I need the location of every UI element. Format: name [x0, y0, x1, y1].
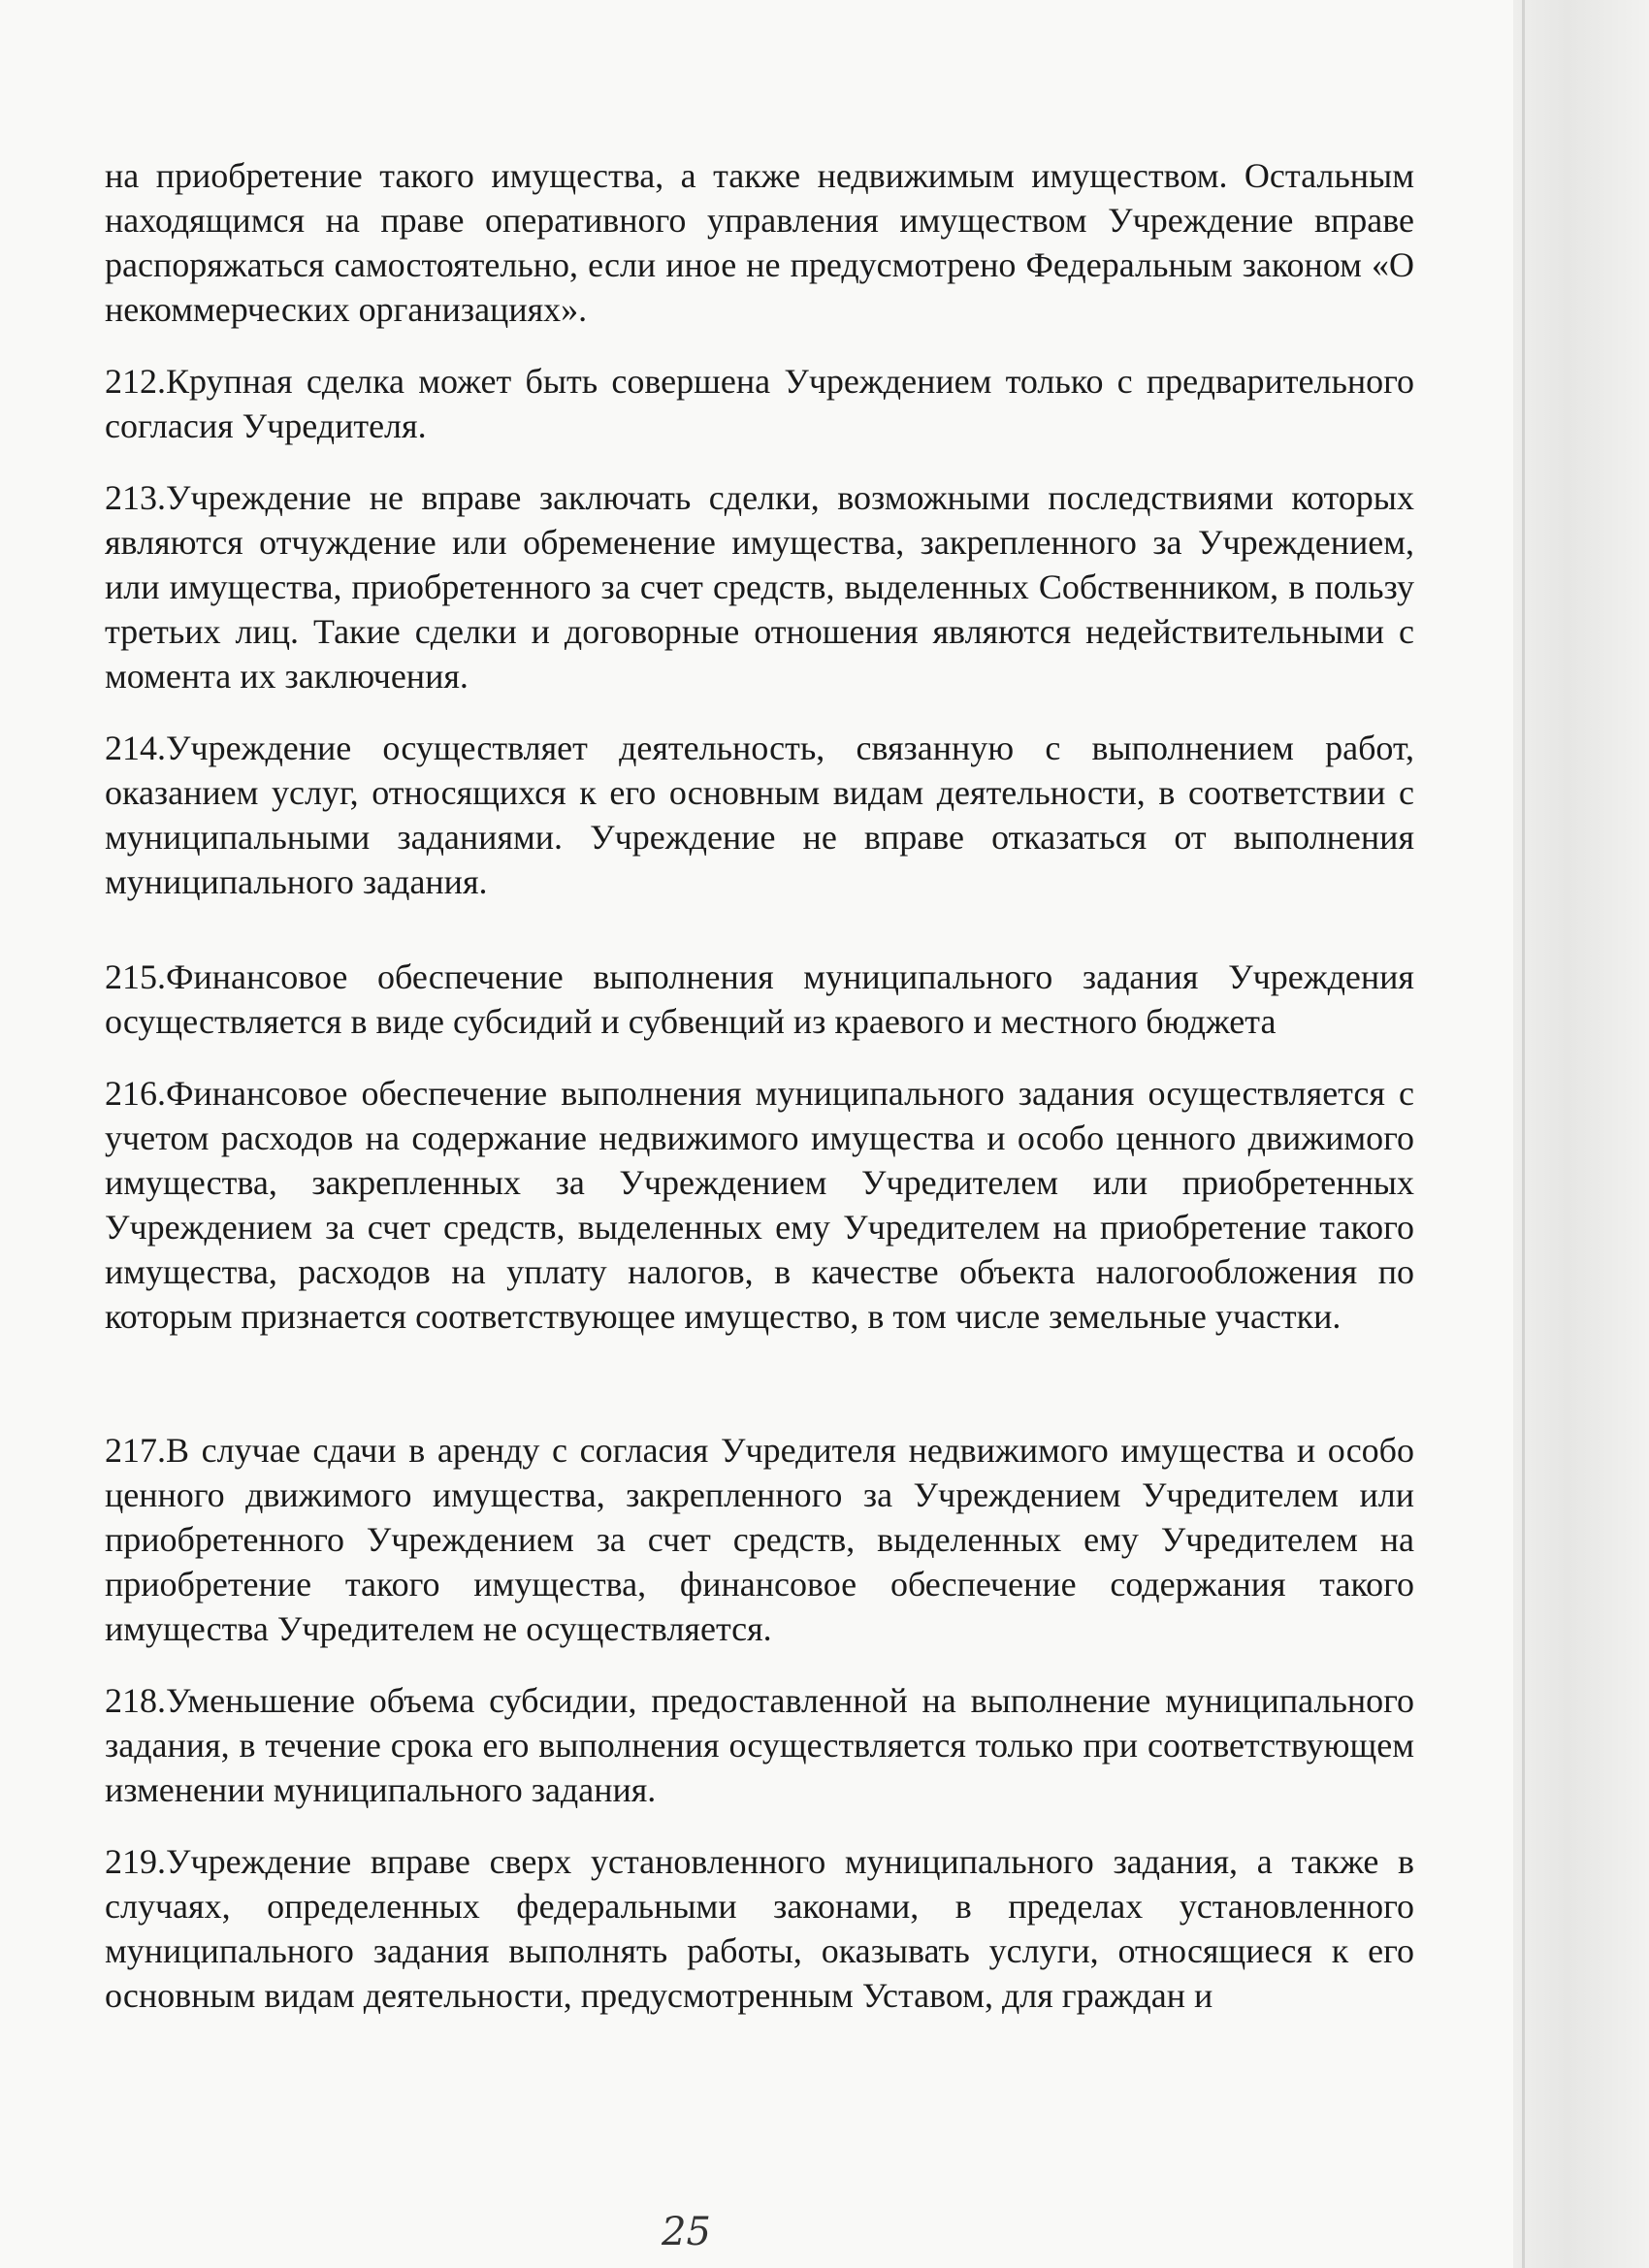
- paragraph-214: 214.Учреждение осуществляет деятельность, связанную с выполнением работ, оказанием услуг, относящихся к его основным видам деятельности, в соответствии с муниципальными заданиями. Учреждение не вправе отказаться от выполнения муниципального задания.: [105, 729, 1414, 901]
- paragraph-212: 212.Крупная сделка может быть совершена Учреждением только с предварительного согласия Учредителя.: [105, 362, 1414, 445]
- paragraph-219: 219.Учреждение вправе сверх установленного муниципального задания, а также в случаях, определенных федеральными законами, в пределах установленного муниципального задания выполнять работы, оказывать услуги, относящиеся к его основным видам деятельности, предусмотренным Уставом, для граждан и: [105, 1842, 1414, 2015]
- paragraph-continuation: на приобретение такого имущества, а также недвижимым имуществом. Остальным находящимся на праве оперативного управления имуществом Учреждение вправе распоряжаться самостоятельно, если иное не предусмотрено Федеральным законом «О некоммерческих организациях».: [105, 156, 1414, 329]
- page-edge-line: [1522, 0, 1525, 2268]
- paragraph-215: 215.Финансовое обеспечение выполнения муниципального задания Учреждения осуществляется в виде субсидий и субвенций из краевого и местного бюджета: [105, 957, 1414, 1041]
- page-number: 25: [662, 2210, 711, 2254]
- paragraph-218: 218.Уменьшение объема субсидии, предоставленной на выполнение муниципального задания, в течение срока его выполнения осуществляется только при соответствующем изменении муниципального задания.: [105, 1681, 1414, 1809]
- paragraph-213: 213.Учреждение не вправе заключать сделки, возможными последствиями которых являются отчуждение или обременение имущества, закрепленного за Учреждением, или имущества, приобретенного за счет средств, выделенных Собственником, в пользу третьих лиц. Такие сделки и договорные отношения являются недействительными с момента их заключения.: [105, 478, 1414, 696]
- page-edge-shadow: [1513, 0, 1649, 2268]
- document-body: [105, 153, 1414, 2045]
- paragraph-216: 216.Финансовое обеспечение выполнения муниципального задания осуществляется с учетом расходов на содержание недвижимого имущества и особо ценного движимого имущества, закрепленных за Учреждением Учредителем или приобретенных Учреждением за счет средств, выделенных ему Учредителем на приобретение такого имущества, расходов на уплату налогов, в качестве объекта налогообложения по которым признается соответствующее имущество, в том числе земельные участки.: [105, 1074, 1414, 1336]
- paragraph-217: 217.В случае сдачи в аренду с согласия Учредителя недвижимого имущества и особо ценного движимого имущества, закрепленного за Учреждением Учредителем или приобретенного Учреждением за счет средств, выделенных ему Учредителем на приобретение такого имущества, финансовое обеспечение содержания такого имущества Учредителем не осуществляется.: [105, 1431, 1414, 1648]
